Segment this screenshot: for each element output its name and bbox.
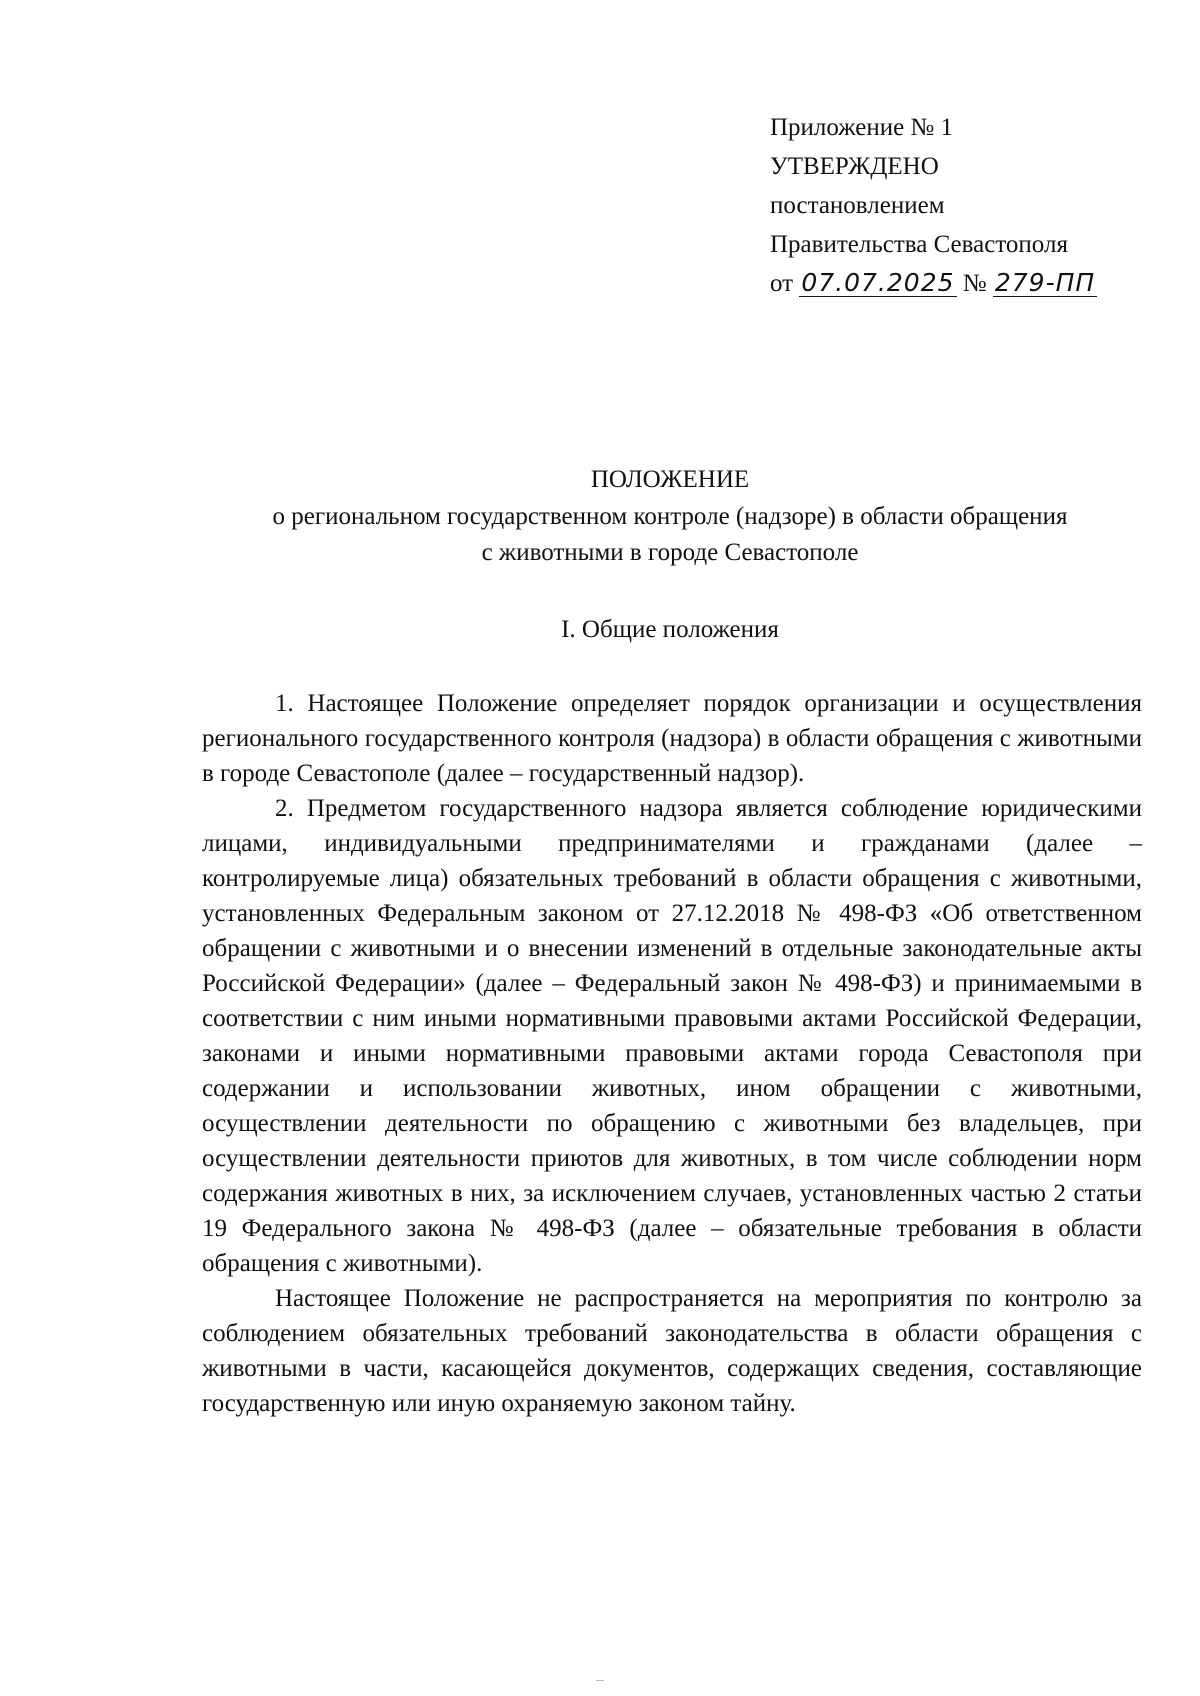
section-heading: I. Общие положения [561,616,779,643]
approval-block [770,108,1097,303]
page-mark [596,1680,604,1685]
resolution-label: постановлением [770,192,945,219]
document-title [210,462,1130,571]
title-subtitle-line1: о региональном государственном контроле (надзоре) в области обращения [272,503,1068,530]
handwritten-number: 279-ПП [994,268,1096,297]
government-label: Правительства Севастополя [770,231,1068,258]
date-number-line [770,264,1097,303]
number-prefix: № [962,270,987,297]
title-subtitle-line2: с животными в городе Севастополе [481,539,859,566]
paragraph-1: 1. Настоящее Положение определяет порядок организации и осуществления регионального государственного контроля (надзора) в области обращения с животными в городе Севастополе (далее – государственный надзор). [202,690,1142,787]
from-prefix: от [770,270,794,297]
title-main: ПОЛОЖЕНИЕ [590,466,750,493]
appendix-label: Приложение № 1 [770,114,954,141]
approved-label: УТВЕРЖДЕНО [770,153,939,180]
paragraph-3: Настоящее Положение не распространяется на мероприятия по контролю за соблюдением обязательных требований законодательства в области обращения с животными в части, касающейся документов, содержащих сведения, составляющие государственную или иную охраняемую законом тайну. [202,1285,1142,1417]
handwritten-date: 07.07.2025 [801,268,955,297]
document-body [202,686,1142,1421]
paragraph-2: 2. Предметом государственного надзора является соблюдение юридическими лицами, индивидуальными предпринимателями и гражданами (далее – контролируемые лица) обязательных требований в области обращения с животными, установленных Федеральным законом от 27.12.2018 № 498-ФЗ «Об ответственном обращении с животными и о внесении изменений в отдельные законодательные акты Российской Федерации» (далее – Федеральный закон № 498-ФЗ) и принимаемыми в соответствии с ним иными нормативными правовыми актами Российской Федерации, законами и иными нормативными правовыми актами города Севастополя при содержании и использовании животных, ином обращении с животными, осуществлении деятельности по обращению с животными без владельцев, при осуществлении деятельности приютов для животных, в том числе соблюдении норм содержания животных в них, за исключением случаев, установленных частью 2 статьи 19 Федерального закона № 498-ФЗ (далее – обязательные требования в области обращения с животными). [202,795,1142,1277]
